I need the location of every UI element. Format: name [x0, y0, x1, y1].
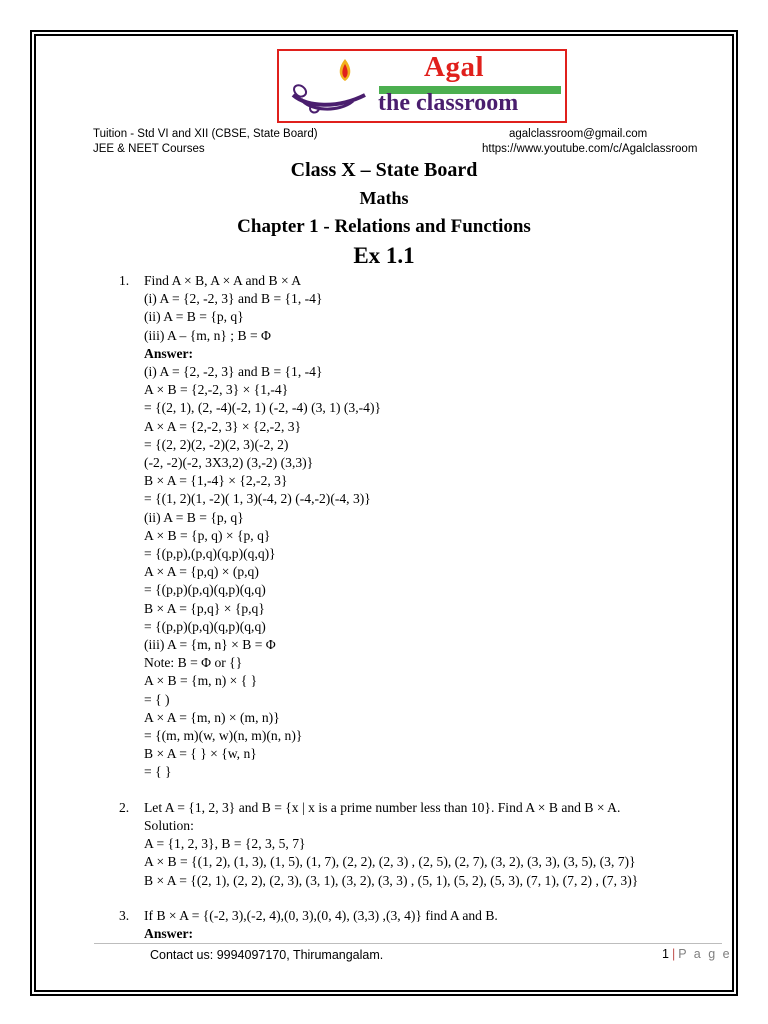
question-number: 3.: [119, 907, 130, 923]
logo-brand: Agal: [424, 51, 484, 83]
title-exercise: Ex 1.1: [353, 243, 415, 268]
answer-line: B × A = { } × {w, n}: [144, 746, 257, 762]
agal-logo: [277, 49, 567, 123]
spacer: [119, 782, 729, 799]
header-email[interactable]: agalclassroom@gmail.com: [509, 128, 648, 140]
answer-line: A × B = {p, q) × {p, q}: [144, 527, 271, 543]
question-number: 1.: [119, 273, 130, 288]
answer-line: (ii) A = B = {p, q}: [144, 509, 244, 525]
page-number: 1: [662, 947, 669, 961]
answer-line: Note: B = Φ or {}: [144, 655, 243, 671]
answer-line: A × A = {p,q) × (p,q): [144, 564, 259, 580]
answer-line: = {(p,p),(p,q)(q,p)(q,q)}: [144, 546, 276, 562]
answer-line: = { ): [144, 691, 170, 707]
header-courses: JEE & NEET Courses: [93, 143, 205, 155]
answer-line: A × B = {(1, 2), (1, 3), (1, 5), (1, 7), (2, 2), (2, 3) , (2, 5), (2, 7), (3, 2), (3, 3), (3, 5), (3, 7)}: [144, 854, 636, 870]
exercise-body: [119, 272, 729, 943]
answer-line: = {(2, 2)(2, -2)(2, 3)(-2, 2): [144, 436, 289, 452]
answer-line: (iii) A = {m, n} × B = Φ: [144, 637, 276, 653]
question-line: If B × A = {(-2, 3),(-2, 4),(0, 3),(0, 4), (3,3) ,(3, 4)} find A and B.: [144, 907, 498, 923]
answer-line: A × A = {2,-2, 3} × {2,-2, 3}: [144, 418, 302, 434]
answer-line: B × A = {1,-4} × {2,-2, 3}: [144, 473, 288, 489]
answer-line: = {(2, 1), (2, -4)(-2, 1) (-2, -4) (3, 1) (3,-4)}: [144, 400, 382, 416]
question-line: (iii) A – {m, n} ; B = Φ: [144, 327, 271, 343]
answer-line: B × A = {p,q} × {p,q}: [144, 600, 265, 616]
question-1: [119, 272, 729, 782]
question-line: Let A = {1, 2, 3} and B = {x | x is a prime number less than 10}. Find A × B and B × A.: [144, 799, 621, 815]
title-class: Class X – State Board: [290, 159, 478, 181]
title-chapter: Chapter 1 - Relations and Functions: [237, 216, 531, 237]
answer-label: Answer:: [144, 345, 194, 361]
spacer: [119, 890, 729, 907]
question-line: Find A × B, A × A and B × A: [144, 273, 302, 288]
answer-line: = {(p,p)(p,q)(q,p)(q,q): [144, 582, 266, 598]
page-separator: |: [671, 947, 676, 961]
answer-line: = {(m, m)(w, w)(n, m)(n, n)}: [144, 728, 303, 744]
answer-label: Solution:: [144, 817, 194, 833]
footer-contact: Contact us: 9994097170, Thirumangalam.: [150, 948, 384, 962]
question-number: 2.: [119, 799, 130, 815]
answer-line: = { }: [144, 764, 172, 780]
answer-line: A × B = {m, n) × { }: [144, 673, 258, 689]
answer-line: = {(1, 2)(1, -2)( 1, 3)(-4, 2) (-4,-2)(-4, 3)}: [144, 491, 371, 507]
question-3: [119, 907, 729, 943]
logo-tagline: the classroom: [378, 90, 519, 116]
footer-page-indicator: [662, 947, 732, 961]
question-2: [119, 799, 729, 890]
title-subject: Maths: [359, 188, 409, 208]
answer-line: B × A = {(2, 1), (2, 2), (2, 3), (3, 1), (3, 2), (3, 3) , (5, 1), (5, 2), (5, 3), (7, 1), (7, 2) , (7, 3)}: [144, 872, 639, 888]
header-tuition: Tuition - Std VI and XII (CBSE, State Board): [93, 128, 318, 140]
answer-line: = {(p,p)(p,q)(q,p)(q,q): [144, 618, 266, 634]
answer-line: A × A = {m, n) × (m, n)}: [144, 709, 280, 725]
footer-divider: [94, 943, 722, 944]
page-word: P a g e: [678, 947, 732, 961]
answer-line: (i) A = {2, -2, 3} and B = {1, -4}: [144, 364, 323, 380]
answer-line: A = {1, 2, 3}, B = {2, 3, 5, 7}: [144, 836, 306, 852]
question-line: (i) A = {2, -2, 3} and B = {1, -4}: [144, 291, 323, 307]
answer-label: Answer:: [144, 925, 194, 941]
answer-line: A × B = {2,-2, 3} × {1,-4}: [144, 382, 289, 398]
answer-line: (-2, -2)(-2, 3X3,2) (3,-2) (3,3)}: [144, 455, 314, 471]
header-youtube[interactable]: https://www.youtube.com/c/Agalclassroom: [482, 143, 698, 155]
question-line: (ii) A = B = {p, q}: [144, 309, 244, 325]
lamp-icon: [287, 55, 375, 119]
